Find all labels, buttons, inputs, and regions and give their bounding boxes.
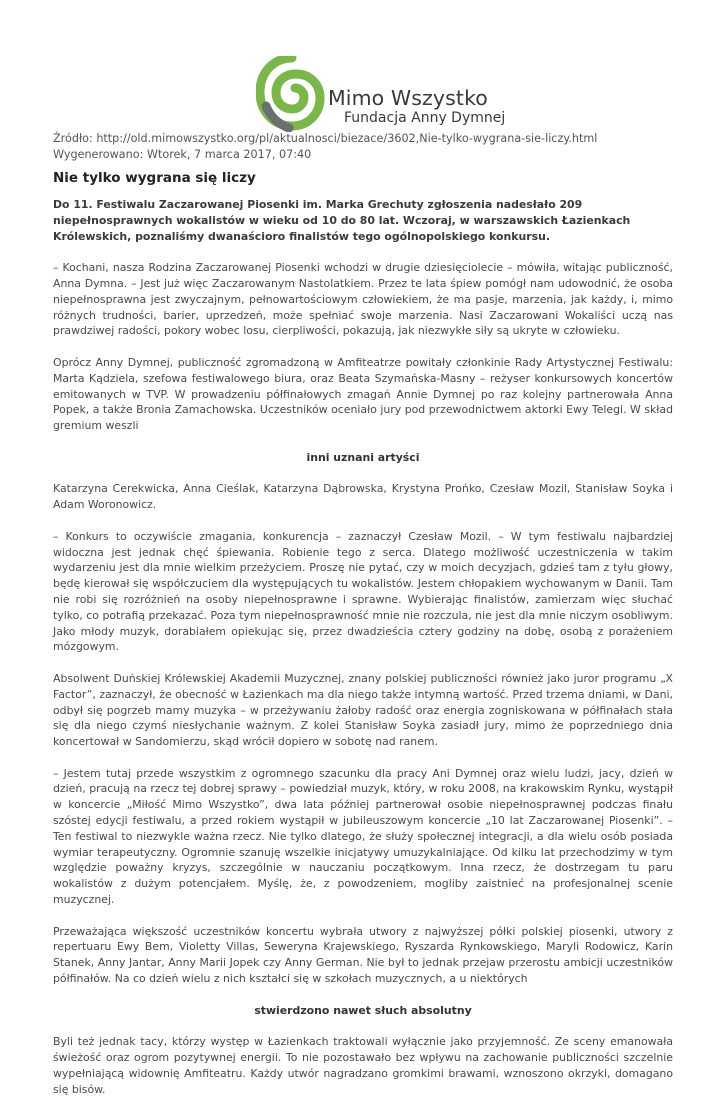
spiral-logo-icon — [256, 56, 326, 132]
paragraph-4: – Konkurs to oczywiście zmagania, konkurencja – zaznaczył Czesław Mozil. – W tym festiwalu najbardziej widoczna jest jednak chęć śpiewania. Robienie tego z serca. Dlatego możliwość uczestniczenia w takim wydarzeniu jest dla mnie wielkim przeżyciem. Proszę nie pytać, czy w moich decyzjach, gdzieś tam z tyłu głowy, będę kierował się współczuciem dla występujących tu wokalistów. Jestem chłopakiem wychowanym w Danii. Tam nie robi się rozróżnień na osoby niepełnosprawne i sprawne. Wybierając finalistów, zamierzam więc słuchać tylko, co potrafią przekazać. Poza tym niepełnosprawność mnie nie rozczula, nie jest dla mnie niczym osobliwym. Jako młody muzyk, dorabiałem opiekując się, przez dwadzieścia cztery godziny na dobę, osobą z porażeniem mózgowym. — [53, 529, 673, 654]
foundation-logo — [256, 56, 506, 132]
paragraph-7: Przeważająca większość uczestników koncertu wybrała utwory z najwyższej półki polskiej piosenki, utwory z repertuaru Ewy Bem, Violetty Villas, Seweryna Krajewskiego, Ryszarda Rynkowskiego, Maryli Rodowicz, Karin Stanek, Anny Jantar, Anny Marii Jopek czy Anny German. Nie był to jednak przejaw przerostu ambicji uczestników półfinałów. Na co dzień wielu z nich kształci się w szkołach muzycznych, a u niektórych — [53, 924, 673, 986]
article-lead: Do 11. Festiwalu Zaczarowanej Piosenki im. Marka Grechuty zgłoszenia nadesłało 209 niepełnosprawnych wokalistów w wieku od 10 do 80 lat. Wczoraj, w warszawskich Łazienkach Królewskich, poznaliśmy dwanaścioro finalistów tego ogólnopolskiego konkursu. — [53, 198, 631, 243]
paragraph-5: Absolwent Duńskiej Królewskiej Akademii Muzycznej, znany polskiej publiczności również jako juror programu „X Factor”, zaznaczył, że obecność w Łazienkach ma dla niego także intymną wartość. Przed trzema dniami, w Dani, odbył się pogrzeb mamy muzyka – w przeżywaniu żałoby radość oraz energia zogniskowana w półfinałach stała się dla niego czymś niesłychanie ważnym. Z kolei Stanisław Soyka zasiadł jury, mimo że poprzedniego dnia koncertował w Sandomierzu, skąd wrócił dopiero w sobotę nad ranem. — [53, 671, 673, 749]
generated-date: Wygenerowano: Wtorek, 7 marca 2017, 07:40 — [53, 147, 312, 161]
paragraph-8: Byli też jednak tacy, którzy występ w Łazienkach traktowali wyłącznie jako przyjemność. Ze sceny emanowała świeżość oraz ogrom pozytywnej energii. To nie pozostawało bez wpływu na zachowanie publiczności szczelnie wypełniającą widownię Amfiteatru. Każdy utwór nagradzano gromkimi brawami, wznoszono okrzyki, domagano się bisów. — [53, 1035, 673, 1096]
paragraph-3: Katarzyna Cerekwicka, Anna Cieślak, Katarzyna Dąbrowska, Krystyna Prońko, Czesław Mozil, Stanisław Soyka i Adam Woronowicz. — [53, 482, 673, 512]
source-url: Źródło: http://old.mimowszystko.org/pl/aktualnosci/biezace/3602,Nie-tylko-wygrana-sie-liczy.html — [53, 132, 598, 145]
article-title: Nie tylko wygrana się liczy — [53, 170, 256, 186]
document-meta — [53, 131, 597, 162]
section-heading-2: stwierdzono nawet słuch absolutny — [254, 1003, 472, 1017]
paragraph-6: – Jestem tutaj przede wszystkim z ogromnego szacunku dla pracy Ani Dymnej oraz wielu ludzi, jacy, dzień w dzień, pracują na rzecz tej dobrej sprawy – powiedział muzyk, który, w roku 2008, na krakowskim Rynku, wystąpił w koncercie „Miłość Mimo Wszystko”, dwa lata później partnerował osobie niepełnosprawnej podczas finału szóstej edycji festiwalu, a przed rokiem wystąpił w jubileuszowym koncercie „10 lat Zaczarowanej Piosenki”. – Ten festiwal to niezwykle ważna rzecz. Nie tylko dlatego, że służy społecznej integracji, a dla wielu osób posiada wymiar terapeutyczny. Ogromnie szanuję wszelkie inicjatywy umuzykalniające. Od kilku lat przechodzimy w tym względzie poważny kryzys, szczególnie w nauczaniu początkowym. Inna rzecz, że dostrzegam tu paru wokalistów z dużym potencjałem. Myślę, że, z powodzeniem, mogliby zaistnieć na profesjonalnej scenie muzycznej. — [53, 766, 673, 907]
logo-name: Mimo Wszystko — [328, 86, 488, 110]
section-heading-1: inni uznani artyści — [306, 450, 420, 464]
logo-subtitle: Fundacja Anny Dymnej — [344, 110, 506, 126]
paragraph-1: – Kochani, nasza Rodzina Zaczarowanej Piosenki wchodzi w drugie dziesięciolecie – mówiła, witając publiczność, Anna Dymna. – Jest już więc Zaczarowanym Nastolatkiem. Przez te lata śpiew pomógł nam udowodnić, że osoba niepełnosprawna jest zwyczajnym, pełnowartościowym człowiekiem, że ma pasje, marzenia, jak każdy, i, mimo różnych trudności, barier, uprzedzeń, może spełniać swoje marzenia. Nasi Zaczarowani Wokaliści uczą nas prawdziwej radości, pokory wobec losu, cierpliwości, pokazują, jak niezwykłe siły są ukryte w człowieku. — [53, 261, 673, 338]
article-body — [53, 197, 673, 1113]
paragraph-2: Oprócz Anny Dymnej, publiczność zgromadzoną w Amfiteatrze powitały członkinie Rady Artystycznej Festiwalu: Marta Kądziela, szefowa festiwalowego biura, oraz Beata Szymańska-Masny – reżyser konkursowych koncertów emitowanych w TVP. W prowadzeniu półfinałowych zmagań Annie Dymnej po raz kolejny partnerowała Anna Popek, a także Bronia Zamachowska. Uczestników oceniało jury pod przewodnictwem aktorki Ewy Telegi. W skład gremium weszli — [53, 355, 673, 433]
